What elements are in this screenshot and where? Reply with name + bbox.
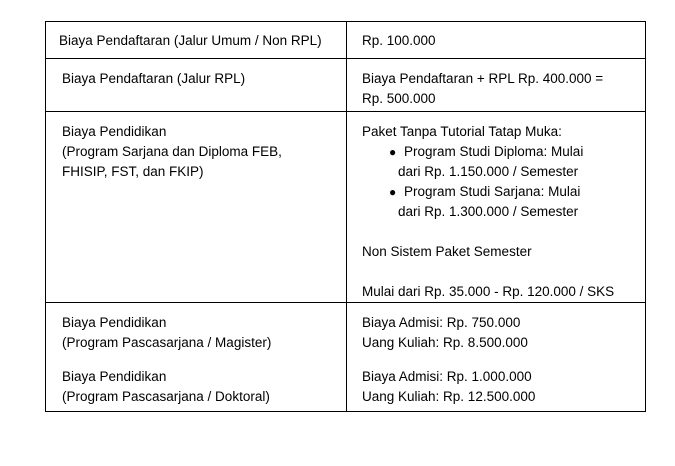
table-row bbox=[46, 112, 646, 303]
bullet-line: dari Rp. 1.300.000 / Semester bbox=[398, 204, 579, 219]
fee-value-line: Biaya Pendaftaran + RPL Rp. 400.000 = bbox=[362, 71, 604, 86]
bullet-line: Program Studi Sarjana: Mulai bbox=[404, 184, 581, 199]
fee-label: Biaya Pendaftaran (Jalur RPL) bbox=[62, 71, 246, 86]
doctor-tuition-fee: Uang Kuliah: Rp. 12.500.000 bbox=[362, 389, 536, 404]
fee-value-cell bbox=[347, 22, 646, 59]
bullet-line: dari Rp. 1.150.000 / Semester bbox=[398, 164, 579, 179]
package-title: Paket Tanpa Tutorial Tatap Muka: bbox=[362, 124, 562, 139]
fee-label-line: Biaya Pendidikan bbox=[62, 124, 167, 139]
non-package-title: Non Sistem Paket Semester bbox=[362, 244, 532, 259]
fee-label-line: (Program Sarjana dan Diploma FEB, bbox=[62, 144, 282, 159]
master-tuition-fee: Uang Kuliah: Rp. 8.500.000 bbox=[362, 335, 528, 350]
fee-label-cell bbox=[46, 303, 347, 412]
fee-value-cell bbox=[347, 59, 646, 112]
doctor-label-line: Biaya Pendidikan bbox=[62, 369, 167, 384]
bullet-line: Program Studi Diploma: Mulai bbox=[404, 144, 584, 159]
doctor-label-line: (Program Pascasarjana / Doktoral) bbox=[62, 389, 270, 404]
non-package-price: Mulai dari Rp. 35.000 - Rp. 120.000 / SKS bbox=[362, 284, 615, 299]
table-row bbox=[46, 22, 646, 59]
master-label-line: (Program Pascasarjana / Magister) bbox=[62, 335, 272, 350]
bullet-icon: ● bbox=[389, 185, 397, 199]
fee-label-cell bbox=[46, 112, 347, 303]
list-item bbox=[389, 142, 645, 182]
fee-label-line: FHISIP, FST, dan FKIP) bbox=[62, 164, 204, 179]
master-label-line: Biaya Pendidikan bbox=[62, 315, 167, 330]
bullet-icon: ● bbox=[389, 145, 397, 159]
fee-table bbox=[45, 21, 646, 412]
fee-label: Biaya Pendaftaran (Jalur Umum / Non RPL) bbox=[59, 33, 322, 48]
fee-label-cell bbox=[46, 59, 347, 112]
table-row bbox=[46, 303, 646, 412]
fee-value-cell bbox=[347, 112, 646, 303]
package-bullet-list bbox=[362, 142, 645, 222]
table-row bbox=[46, 59, 646, 112]
doctor-admission-fee: Biaya Admisi: Rp. 1.000.000 bbox=[362, 369, 532, 384]
fee-label-cell bbox=[46, 22, 347, 59]
master-admission-fee: Biaya Admisi: Rp. 750.000 bbox=[362, 315, 521, 330]
fee-value-cell bbox=[347, 303, 646, 412]
fee-value-line: Rp. 500.000 bbox=[362, 91, 436, 106]
list-item bbox=[389, 182, 645, 222]
fee-value: Rp. 100.000 bbox=[362, 33, 436, 48]
